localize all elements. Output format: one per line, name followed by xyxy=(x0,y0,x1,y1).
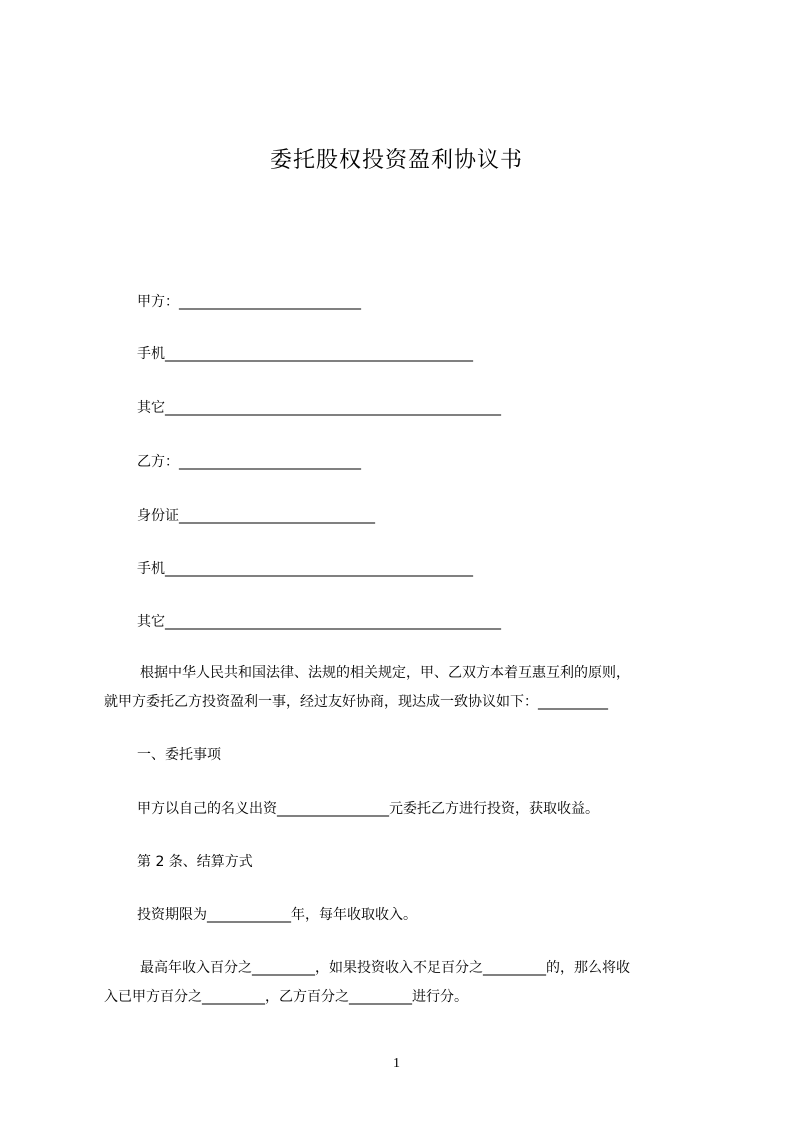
party-b-other-field: 其它________________________________________________ xyxy=(137,614,501,630)
party-b-phone-field: 手机____________________________________________ xyxy=(137,561,473,577)
party-a-phone-field: 手机____________________________________________ xyxy=(137,346,473,362)
section-1-body: 甲方以自己的名义出资________________元委托乙方进行投资，获取收益。 xyxy=(137,801,599,817)
section-2-heading: 第 2 条、结算方式 xyxy=(137,854,253,870)
page-number: 1 xyxy=(393,1056,400,1071)
preamble-line-2: 就甲方委托乙方投资盈利一事，经过友好协商，现达成一致协议如下：__________ xyxy=(104,694,608,710)
party-a-field: 甲方：__________________________ xyxy=(137,294,361,310)
section-2-period: 投资期限为____________年，每年收取收入。 xyxy=(137,907,417,923)
section-2-share-line-2: 入已甲方百分之_________，乙方百分之_________进行分。 xyxy=(104,989,468,1005)
section-1-heading: 一、委托事项 xyxy=(137,747,221,763)
party-b-field: 乙方：__________________________ xyxy=(137,454,361,470)
section-2-share-line-1: 最高年收入百分之_________，如果投资收入不足百分之_________的，那么将收 xyxy=(140,960,630,976)
document-title: 委托股权投资盈利协议书 xyxy=(269,148,523,173)
party-a-other-field: 其它________________________________________________ xyxy=(137,400,501,416)
preamble-line-1: 根据中华人民共和国法律、法规的相关规定，甲、乙双方本着互惠互利的原则， xyxy=(140,665,630,681)
party-b-id-field: 身份证____________________________ xyxy=(137,508,375,524)
